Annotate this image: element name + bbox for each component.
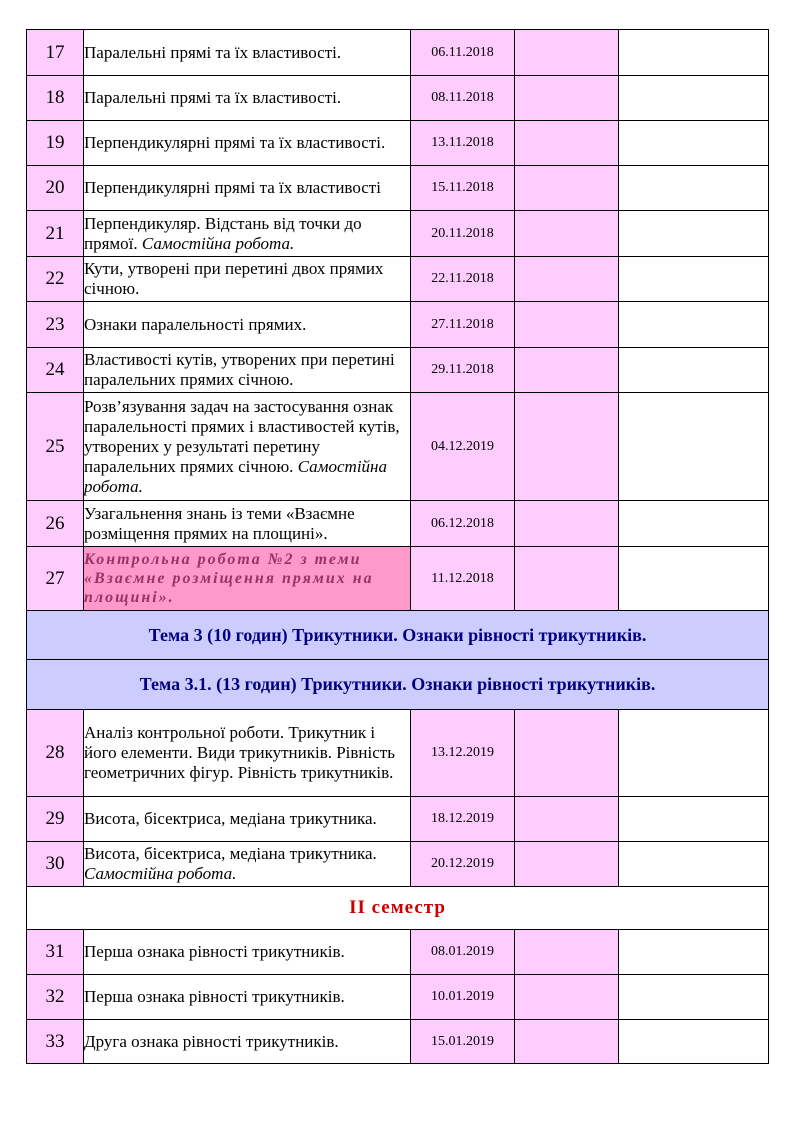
- lesson-number: 17: [27, 30, 84, 76]
- correction-date-cell: [515, 211, 619, 257]
- notes-cell: [619, 930, 769, 975]
- lesson-date: 13.11.2018: [411, 121, 515, 166]
- semester-title: ІІ семестр: [27, 887, 769, 930]
- table-row: [27, 393, 769, 501]
- notes-cell: [619, 348, 769, 393]
- lesson-date: 20.11.2018: [411, 211, 515, 257]
- section-heading-row: [27, 611, 769, 660]
- notes-cell: [619, 547, 769, 611]
- section-heading-row: [27, 660, 769, 710]
- lesson-topic: [84, 547, 411, 611]
- correction-date-cell: [515, 348, 619, 393]
- lesson-topic: [84, 797, 411, 842]
- table-row: [27, 501, 769, 547]
- lesson-topic-text: Перша ознака рівності трикутників.: [84, 942, 345, 961]
- notes-cell: [619, 1020, 769, 1064]
- lesson-topic: [84, 166, 411, 211]
- lesson-topic: [84, 501, 411, 547]
- lesson-number: 23: [27, 302, 84, 348]
- lesson-date: 11.12.2018: [411, 547, 515, 611]
- correction-date-cell: [515, 30, 619, 76]
- lesson-date: 06.11.2018: [411, 30, 515, 76]
- notes-cell: [619, 121, 769, 166]
- notes-cell: [619, 842, 769, 887]
- correction-date-cell: [515, 393, 619, 501]
- lesson-number: 27: [27, 547, 84, 611]
- lesson-date: 20.12.2019: [411, 842, 515, 887]
- notes-cell: [619, 30, 769, 76]
- correction-date-cell: [515, 166, 619, 211]
- lesson-date: 08.11.2018: [411, 76, 515, 121]
- lesson-number: 25: [27, 393, 84, 501]
- lesson-date: 22.11.2018: [411, 257, 515, 302]
- correction-date-cell: [515, 975, 619, 1020]
- notes-cell: [619, 211, 769, 257]
- lesson-number: 20: [27, 166, 84, 211]
- lesson-topic-text: Паралельні прямі та їх властивості.: [84, 42, 342, 62]
- lesson-note: Самостійна робота.: [141, 233, 295, 253]
- lesson-topic-text: Перпендикуляр. Відстань від точки до прямої.: [84, 213, 362, 253]
- correction-date-cell: [515, 501, 619, 547]
- lesson-topic-text: Висота, бісектриса, медіана трикутника.: [84, 844, 377, 863]
- lesson-topic-text: Розв’язування задач на застосування ознак паралельності прямих і властивостей кутів, утворених у результаті перетину паралельних прямих січною.: [84, 396, 400, 476]
- table-row: [27, 975, 769, 1020]
- table-row: [27, 842, 769, 887]
- lesson-topic-text: Паралельні прямі та їх властивості.: [84, 88, 342, 107]
- lesson-topic-text: Узагальнення знань із теми «Взаємне розміщення прямих на площині».: [84, 503, 355, 543]
- lesson-number: 19: [27, 121, 84, 166]
- lesson-topic: [84, 30, 411, 76]
- lesson-topic-text: Висота, бісектриса, медіана трикутника.: [84, 809, 377, 828]
- correction-date-cell: [515, 257, 619, 302]
- lesson-date: 08.01.2019: [411, 930, 515, 975]
- correction-date-cell: [515, 76, 619, 121]
- lesson-number: 22: [27, 257, 84, 302]
- lesson-topic-text: Ознаки паралельності прямих.: [84, 314, 307, 334]
- table-row: [27, 710, 769, 797]
- lesson-date: 10.01.2019: [411, 975, 515, 1020]
- correction-date-cell: [515, 930, 619, 975]
- lesson-topic: [84, 302, 411, 348]
- table-row: [27, 30, 769, 76]
- lesson-topic-text: Контрольна робота №2 з теми «Взаємне розміщення прямих на площині».: [84, 551, 374, 606]
- lesson-topic-text: Перпендикулярні прямі та їх властивості: [84, 178, 381, 197]
- lesson-date: 04.12.2019: [411, 393, 515, 501]
- lesson-note: Самостійна робота.: [84, 456, 387, 496]
- table-row: [27, 166, 769, 211]
- section-title: Тема 3.1. (13 годин) Трикутники. Ознаки рівності трикутників.: [27, 660, 769, 710]
- lesson-date: 18.12.2019: [411, 797, 515, 842]
- lesson-topic: [84, 710, 411, 797]
- table-row: [27, 930, 769, 975]
- correction-date-cell: [515, 121, 619, 166]
- lesson-date: 06.12.2018: [411, 501, 515, 547]
- table-row: [27, 302, 769, 348]
- lesson-plan-table: [26, 29, 769, 1064]
- notes-cell: [619, 166, 769, 211]
- table-row: [27, 211, 769, 257]
- notes-cell: [619, 257, 769, 302]
- lesson-topic: [84, 211, 411, 257]
- lesson-topic-text: Кути, утворені при перетині двох прямих січною.: [84, 259, 384, 298]
- lesson-date: 15.11.2018: [411, 166, 515, 211]
- correction-date-cell: [515, 302, 619, 348]
- table-row: [27, 121, 769, 166]
- lesson-note: Самостійна робота.: [84, 864, 237, 883]
- lesson-topic: [84, 975, 411, 1020]
- lesson-topic: [84, 348, 411, 393]
- lesson-date: 29.11.2018: [411, 348, 515, 393]
- lesson-number: 18: [27, 76, 84, 121]
- table-row: [27, 797, 769, 842]
- lesson-number: 28: [27, 710, 84, 797]
- table-row: [27, 547, 769, 611]
- lesson-topic: [84, 121, 411, 166]
- table-row: [27, 76, 769, 121]
- notes-cell: [619, 302, 769, 348]
- lesson-topic-text: Друга ознака рівності трикутників.: [84, 1031, 339, 1051]
- notes-cell: [619, 797, 769, 842]
- lesson-topic: [84, 842, 411, 887]
- table-row: [27, 257, 769, 302]
- notes-cell: [619, 975, 769, 1020]
- lesson-topic: [84, 930, 411, 975]
- lesson-number: 33: [27, 1020, 84, 1064]
- lesson-number: 32: [27, 975, 84, 1020]
- table-row: [27, 1020, 769, 1064]
- lesson-date: 27.11.2018: [411, 302, 515, 348]
- lesson-date: 13.12.2019: [411, 710, 515, 797]
- lesson-number: 30: [27, 842, 84, 887]
- notes-cell: [619, 710, 769, 797]
- lesson-topic-text: Перпендикулярні прямі та їх властивості.: [84, 133, 386, 152]
- lesson-topic: [84, 393, 411, 501]
- lesson-number: 31: [27, 930, 84, 975]
- notes-cell: [619, 76, 769, 121]
- correction-date-cell: [515, 547, 619, 611]
- lesson-topic-text: Властивості кутів, утворених при перетині паралельних прямих січною.: [84, 350, 395, 389]
- correction-date-cell: [515, 797, 619, 842]
- correction-date-cell: [515, 1020, 619, 1064]
- lesson-topic: [84, 1020, 411, 1064]
- notes-cell: [619, 393, 769, 501]
- lesson-number: 29: [27, 797, 84, 842]
- semester-heading-row: [27, 887, 769, 930]
- lesson-number: 21: [27, 211, 84, 257]
- section-title: Тема 3 (10 годин) Трикутники. Ознаки рівності трикутників.: [27, 611, 769, 660]
- lesson-number: 24: [27, 348, 84, 393]
- lesson-topic-text: Перша ознака рівності трикутників.: [84, 987, 345, 1006]
- correction-date-cell: [515, 842, 619, 887]
- correction-date-cell: [515, 710, 619, 797]
- lesson-number: 26: [27, 501, 84, 547]
- lesson-topic-text: Аналіз контрольної роботи. Трикутник і його елементи. Види трикутників. Рівність геометричних фігур. Рівність трикутників.: [84, 723, 395, 782]
- lesson-topic: [84, 76, 411, 121]
- table-row: [27, 348, 769, 393]
- lesson-date: 15.01.2019: [411, 1020, 515, 1064]
- lesson-topic: [84, 257, 411, 302]
- notes-cell: [619, 501, 769, 547]
